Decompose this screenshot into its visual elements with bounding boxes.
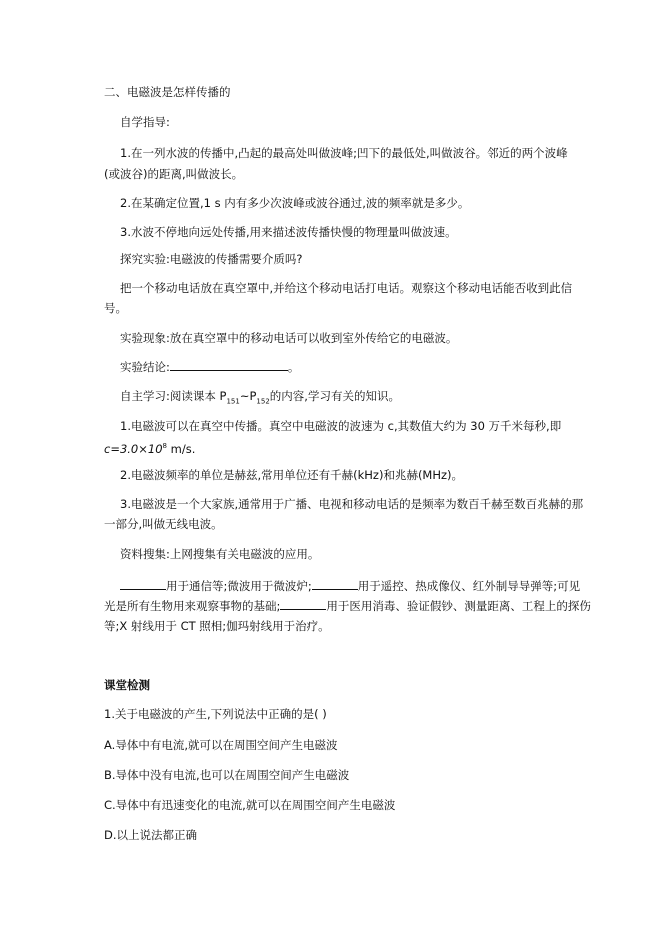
page-sub-start: 151	[226, 397, 240, 406]
self-study-suffix: 的内容,学习有关的知识。	[269, 389, 400, 403]
conclusion-label: 实验结论:	[120, 360, 170, 374]
collection-line-2	[104, 598, 591, 614]
collection-text-1a: 用于通信等;微波用于微波炉;	[166, 579, 312, 593]
quiz-option-a: A.导体中有电流,就可以在周围空间产生电磁波	[104, 738, 338, 752]
study-point-3-line-2: 一部分,叫做无线电波。	[104, 517, 223, 531]
experiment-desc-line-2: 号。	[104, 301, 127, 315]
collection-text-1b: 用于遥控、热成像仪、红外制导导弹等;可见	[357, 579, 581, 593]
blank-2	[312, 579, 358, 590]
guide-item-3: 3.水波不停地向远处传播,用来描述波传播快慢的物理量叫做波速。	[120, 225, 457, 239]
study-point-1-line-2	[104, 438, 195, 457]
experiment-title: 探究实验:电磁波的传播需要介质吗?	[120, 252, 303, 266]
experiment-conclusion	[120, 359, 299, 375]
exponent: 8	[162, 442, 167, 450]
blank-1	[120, 579, 166, 590]
study-point-1-line-1: 1.电磁波可以在真空中传播。真空中电磁波的波速为 c,其数值大约为 30 万千米每秒,即	[120, 419, 562, 433]
self-study-prefix: 自主学习:阅读课本 P	[120, 389, 227, 403]
self-study-intro	[120, 388, 400, 409]
experiment-phenomenon: 实验现象:放在真空罩中的移动电话可以收到室外传给它的电磁波。	[120, 331, 458, 345]
quiz-title: 课堂检测	[104, 678, 150, 692]
quiz-option-d: D.以上说法都正确	[104, 828, 198, 842]
quiz-option-c: C.导体中有迅速变化的电流,就可以在周围空间产生电磁波	[104, 798, 396, 812]
collection-line-3: 等;X 射线用于 CT 照相;伽玛射线用于治疗。	[104, 619, 330, 633]
page-range-tilde: ~P	[239, 389, 257, 403]
wave-speed-unit: m/s.	[167, 441, 196, 456]
collection-text-2a: 光是所有生物用来观察事物的基础;	[104, 599, 281, 613]
conclusion-blank	[170, 360, 288, 371]
experiment-desc-line-1: 把一个移动电话放在真空罩中,并给这个移动电话打电话。观察这个移动电话能否收到此信	[120, 281, 573, 295]
guide-item-2: 2.在某确定位置,1 s 内有多少次波峰或波谷通过,波的频率就是多少。	[120, 196, 470, 210]
collection-title: 资料搜集:上网搜集有关电磁波的应用。	[120, 547, 320, 561]
conclusion-end: 。	[287, 360, 300, 374]
blank-3	[280, 599, 326, 610]
quiz-question-1: 1.关于电磁波的产生,下列说法中正确的是( )	[104, 707, 327, 721]
self-guide-label: 自学指导:	[120, 115, 170, 129]
collection-text-2b: 用于医用消毒、验证假钞、测量距离、工程上的探伤	[326, 599, 591, 613]
study-point-2: 2.电磁波频率的单位是赫兹,常用单位还有千赫(kHz)和兆赫(MHz)。	[120, 468, 464, 482]
guide-item-1-line-1: 1.在一列水波的传播中,凸起的最高处叫做波峰;凹下的最低处,叫做波谷。邻近的两个波峰	[120, 146, 568, 160]
wave-speed-formula: c=3.0×10	[104, 441, 163, 456]
page-sub-end: 152	[256, 397, 270, 406]
study-point-3-line-1: 3.电磁波是一个大家族,通常用于广播、电视和移动电话的是频率为数百千赫至数百兆赫的那	[120, 497, 584, 511]
collection-line-1	[120, 578, 580, 594]
quiz-option-b: B.导体中没有电流,也可以在周围空间产生电磁波	[104, 768, 350, 782]
section-title: 二、电磁波是怎样传播的	[104, 85, 231, 99]
guide-item-1-line-2: (或波谷)的距离,叫做波长。	[104, 167, 244, 181]
